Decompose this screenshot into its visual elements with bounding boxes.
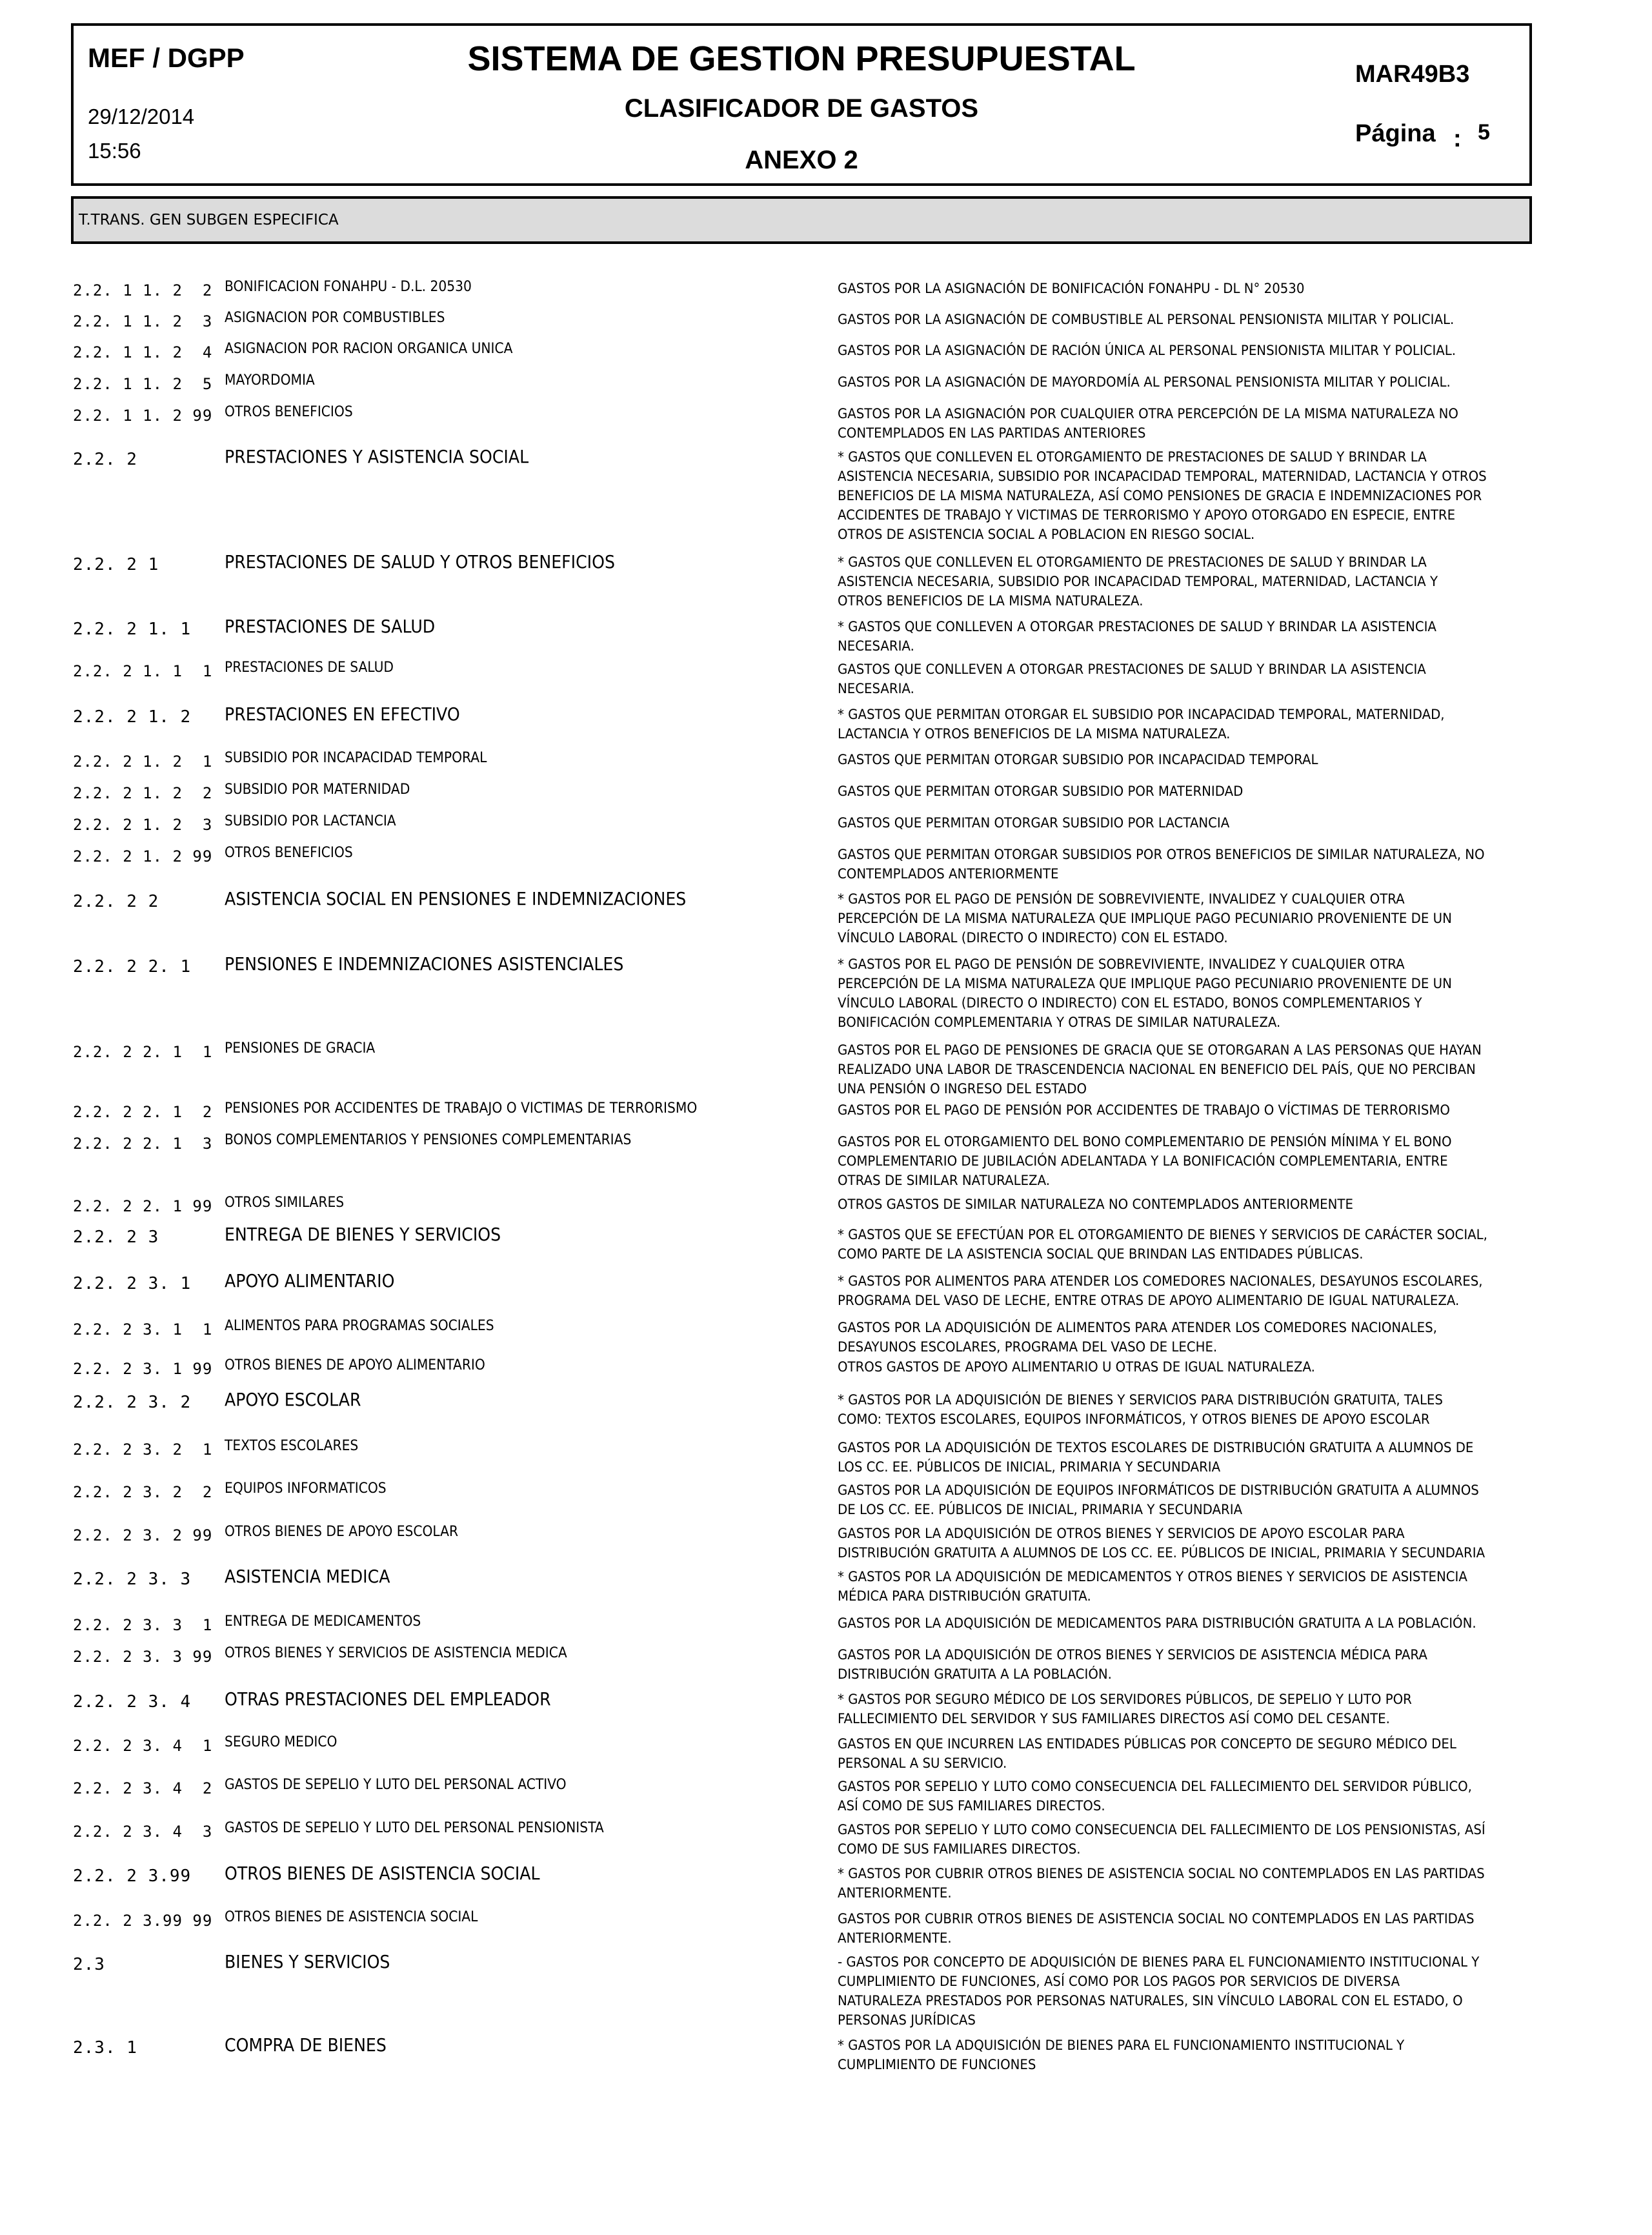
classifier-code: 2.2. 2 3. 3 (73, 1570, 192, 1589)
classifier-description: GASTOS POR CUBRIR OTROS BIENES DE ASISTENCIA SOCIAL NO CONTEMPLADOS EN LAS PARTIDAS ANTERIORMENTE. (838, 1911, 1475, 1946)
classifier-description: GASTOS POR SEPELIO Y LUTO COMO CONSECUENCIA DEL FALLECIMIENTO DEL SERVIDOR PÚBLICO, ASÍ COMO DE SUS FAMILIARES DIRECTOS. (838, 1779, 1472, 1814)
classifier-code: 2.2. 2 3. 4 1 (73, 1737, 213, 1755)
classifier-name: EQUIPOS INFORMATICOS (225, 1481, 387, 1497)
classifier-code: 2.2. 2 2. 1 3 (73, 1135, 213, 1153)
classifier-description: GASTOS POR LA ADQUISICIÓN DE ALIMENTOS PARA ATENDER LOS COMEDORES NACIONALES, DESAYUNOS ESCOLARES, PROGRAMA DEL VASO DE LECHE. (838, 1320, 1437, 1355)
classifier-code: 2.2. 2 (73, 450, 137, 469)
classifier-description: GASTOS POR LA ADQUISICIÓN DE EQUIPOS INFORMÁTICOS DE DISTRIBUCIÓN GRATUITA A ALUMNOS DE LOS CC. EE. PÚBLICOS DE INICIAL, PRIMARIA Y SECUNDARIA (838, 1482, 1479, 1517)
classifier-name: ENTREGA DE BIENES Y SERVICIOS (225, 1224, 501, 1245)
classifier-name: OTROS BIENES Y SERVICIOS DE ASISTENCIA MEDICA (225, 1645, 567, 1661)
classifier-description: GASTOS POR LA ASIGNACIÓN DE MAYORDOMÍA AL PERSONAL PENSIONISTA MILITAR Y POLICIAL. (838, 374, 1451, 390)
classifier-name: OTROS BIENES DE APOYO ALIMENTARIO (225, 1357, 485, 1373)
classifier-name: SEGURO MEDICO (225, 1734, 337, 1750)
classifier-name: PRESTACIONES EN EFECTIVO (225, 703, 460, 725)
classifier-name: PRESTACIONES Y ASISTENCIA SOCIAL (225, 446, 529, 467)
classifier-description: * GASTOS POR LA ADQUISICIÓN DE MEDICAMENTOS Y OTROS BIENES Y SERVICIOS DE ASISTENCIA MÉDICA PARA DISTRIBUCIÓN GRATUITA. (838, 1569, 1467, 1604)
classifier-name: MAYORDOMIA (225, 372, 315, 389)
classifier-code: 2.2. 2 3. 2 (73, 1393, 192, 1412)
classifier-name: ENTREGA DE MEDICAMENTOS (225, 1613, 421, 1630)
report-title: SISTEMA DE GESTION PRESUPUESTAL (467, 39, 1136, 78)
classifier-code: 2.2. 2 3. 1 1 (73, 1320, 213, 1339)
classifier-description: * GASTOS POR LA ADQUISICIÓN DE BIENES PARA EL FUNCIONAMIENTO INSTITUCIONAL Y CUMPLIMIENTO DE FUNCIONES (838, 2038, 1405, 2072)
classifier-code: 2.2. 2 1 (73, 555, 159, 574)
classifier-description: * GASTOS QUE PERMITAN OTORGAR EL SUBSIDIO POR INCAPACIDAD TEMPORAL, MATERNIDAD, LACTANCIA Y OTROS BENEFICIOS DE LA MISMA NATURALEZA. (838, 707, 1445, 742)
classifier-name: GASTOS DE SEPELIO Y LUTO DEL PERSONAL PENSIONISTA (225, 1820, 604, 1836)
classifier-name: TEXTOS ESCOLARES (225, 1438, 359, 1454)
classifier-description: GASTOS POR LA ASIGNACIÓN DE COMBUSTIBLE AL PERSONAL PENSIONISTA MILITAR Y POLICIAL. (838, 312, 1455, 327)
classifier-name: APOYO ESCOLAR (225, 1389, 361, 1410)
report-date: 29/12/2014 (88, 105, 195, 128)
classifier-name: PRESTACIONES DE SALUD (225, 616, 436, 637)
classifier-description: * GASTOS POR EL PAGO DE PENSIÓN DE SOBREVIVIENTE, INVALIDEZ Y CUALQUIER OTRA PERCEPCIÓN DE LA MISMA NATURALEZA QUE IMPLIQUE PAGO PECUNIARIO PROVENIENTE DE UN VÍNCULO LABORAL (DIRECTO O INDIRECTO) CON EL ESTADO, BONOS COMPLEMENTARIOS Y BONIFICACIÓN COMPLEMENTARIA Y OTRAS DE SIMILAR NATURALEZA. (838, 956, 1452, 1030)
classifier-description: GASTOS POR LA ADQUISICIÓN DE OTROS BIENES Y SERVICIOS DE ASISTENCIA MÉDICA PARA DISTRIBUCIÓN GRATUITA A LA POBLACIÓN. (838, 1647, 1427, 1682)
classifier-code: 2.2. 2 3. 1 99 (73, 1360, 213, 1378)
classifier-name: ASIGNACION POR RACION ORGANICA UNICA (225, 341, 513, 357)
classifier-code: 2.3. 1 (73, 2038, 137, 2058)
page-colon: : (1453, 125, 1462, 152)
classifier-description: * GASTOS QUE SE EFECTÚAN POR EL OTORGAMIENTO DE BIENES Y SERVICIOS DE CARÁCTER SOCIAL, COMO PARTE DE LA ASISTENCIA SOCIAL QUE BRINDAN LAS ENTIDADES PÚBLICAS. (838, 1227, 1487, 1262)
classifier-name: ASISTENCIA SOCIAL EN PENSIONES E INDEMNIZACIONES (225, 888, 687, 909)
classifier-code: 2.2. 2 3. 3 99 (73, 1648, 213, 1666)
classifier-code: 2.2. 2 2. 1 1 (73, 1043, 213, 1061)
classifier-description: OTROS GASTOS DE APOYO ALIMENTARIO U OTRAS DE IGUAL NATURALEZA. (838, 1359, 1315, 1375)
classifier-description: GASTOS QUE PERMITAN OTORGAR SUBSIDIO POR INCAPACIDAD TEMPORAL (838, 752, 1318, 767)
classifier-description: GASTOS POR LA ADQUISICIÓN DE OTROS BIENES Y SERVICIOS DE APOYO ESCOLAR PARA DISTRIBUCIÓN GRATUITA A ALUMNOS DE LOS CC. EE. PÚBLICOS DE INICIAL, PRIMARIA Y SECUNDARIA (838, 1526, 1486, 1561)
classifier-code: 2.2. 2 1. 2 99 (73, 847, 213, 865)
classifier-name: OTROS BIENES DE ASISTENCIA SOCIAL (225, 1909, 478, 1925)
classifier-code: 2.2. 2 3. 4 (73, 1692, 192, 1712)
classifier-description: - GASTOS POR CONCEPTO DE ADQUISICIÓN DE BIENES PARA EL FUNCIONAMIENTO INSTITUCIONAL Y CUMPLIMIENTO DE FUNCIONES, ASÍ COMO POR LOS PAGOS POR SERVICIOS DE DIVERSA NATURALEZA PRESTADOS POR PERSONAS NATURALES, SIN VÍNCULO LABORAL CON EL ESTADO, O PERSONAS JURÍDICAS (838, 1954, 1480, 2028)
classifier-code: 2.2. 2 1. 1 (73, 620, 192, 639)
classifier-code: 2.2. 2 3 (73, 1228, 159, 1247)
classifier-description: GASTOS POR LA ASIGNACIÓN DE RACIÓN ÚNICA AL PERSONAL PENSIONISTA MILITAR Y POLICIAL. (838, 343, 1456, 358)
classifier-name: GASTOS DE SEPELIO Y LUTO DEL PERSONAL ACTIVO (225, 1777, 567, 1793)
classifier-description: GASTOS POR EL PAGO DE PENSIÓN POR ACCIDENTES DE TRABAJO O VÍCTIMAS DE TERRORISMO (838, 1102, 1450, 1118)
classifier-description: * GASTOS QUE CONLLEVEN A OTORGAR PRESTACIONES DE SALUD Y BRINDAR LA ASISTENCIA NECESARIA. (838, 619, 1436, 654)
classifier-description: GASTOS QUE CONLLEVEN A OTORGAR PRESTACIONES DE SALUD Y BRINDAR LA ASISTENCIA NECESARIA. (838, 662, 1426, 696)
classifier-name: PRESTACIONES DE SALUD (225, 660, 394, 676)
classifier-description: OTROS GASTOS DE SIMILAR NATURALEZA NO CONTEMPLADOS ANTERIORMENTE (838, 1197, 1353, 1212)
classifier-code: 2.2. 2 3. 1 (73, 1274, 192, 1293)
page-label: Página (1355, 120, 1436, 147)
report-time: 15:56 (88, 139, 141, 163)
classifier-description: GASTOS POR LA ADQUISICIÓN DE MEDICAMENTOS PARA DISTRIBUCIÓN GRATUITA A LA POBLACIÓN. (838, 1615, 1476, 1631)
classifier-name: PENSIONES POR ACCIDENTES DE TRABAJO O VICTIMAS DE TERRORISMO (225, 1100, 698, 1117)
classifier-code: 2.2. 1 1. 2 99 (73, 407, 213, 425)
classifier-name: PENSIONES DE GRACIA (225, 1040, 376, 1057)
classifier-name: OTROS BENEFICIOS (225, 404, 353, 420)
classifier-description: GASTOS POR LA ASIGNACIÓN DE BONIFICACIÓN FONAHPU - DL N° 20530 (838, 281, 1305, 296)
classifier-code: 2.2. 2 3.99 (73, 1866, 192, 1886)
classifier-description: GASTOS POR LA ASIGNACIÓN POR CUALQUIER OTRA PERCEPCIÓN DE LA MISMA NATURALEZA NO CONTEMPLADOS EN LAS PARTIDAS ANTERIORES (838, 406, 1458, 441)
classifier-description: * GASTOS QUE CONLLEVEN EL OTORGAMIENTO DE PRESTACIONES DE SALUD Y BRINDAR LA ASISTENCIA NECESARIA, SUBSIDIO POR INCAPACIDAD TEMPORAL, MATERNIDAD, LACTANCIA Y OTROS BENEFICIOS DE LA MISMA NATURALEZA. (838, 554, 1438, 609)
classifier-description: GASTOS QUE PERMITAN OTORGAR SUBSIDIOS POR OTROS BENEFICIOS DE SIMILAR NATURALEZA, NO CONTEMPLADOS ANTERIORMENTE (838, 847, 1485, 882)
classifier-code: 2.2. 2 1. 2 3 (73, 816, 213, 834)
classifier-code: 2.2. 1 1. 2 2 (73, 281, 213, 299)
classifier-code: 2.2. 2 1. 2 1 (73, 753, 213, 771)
classifier-name: ASISTENCIA MEDICA (225, 1566, 390, 1587)
classifier-code: 2.2. 2 3. 3 1 (73, 1616, 213, 1634)
classifier-description: GASTOS POR EL OTORGAMIENTO DEL BONO COMPLEMENTARIO DE PENSIÓN MÍNIMA Y EL BONO COMPLEMENTARIO DE JUBILACIÓN ADELANTADA Y LA BONIFICACIÓN COMPLEMENTARIA, ENTRE OTRAS DE SIMILAR NATURALEZA. (838, 1134, 1452, 1188)
classifier-description: * GASTOS POR ALIMENTOS PARA ATENDER LOS COMEDORES NACIONALES, DESAYUNOS ESCOLARES, PROGRAMA DEL VASO DE LECHE, ENTRE OTRAS DE APOYO ALIMENTARIO DE IGUAL NATURALEZA. (838, 1273, 1483, 1308)
classifier-description: * GASTOS POR SEGURO MÉDICO DE LOS SERVIDORES PÚBLICOS, DE SEPELIO Y LUTO POR FALLECIMIENTO DEL SERVIDOR Y SUS FAMILIARES DIRECTOS ASÍ COMO DEL CESANTE. (838, 1692, 1412, 1726)
classifier-name: SUBSIDIO POR INCAPACIDAD TEMPORAL (225, 750, 487, 766)
classifier-code: 2.2. 2 3. 4 2 (73, 1779, 213, 1797)
classifier-description: GASTOS POR SEPELIO Y LUTO COMO CONSECUENCIA DEL FALLECIMIENTO DE LOS PENSIONISTAS, ASÍ COMO DE SUS FAMILIARES DIRECTOS. (838, 1822, 1486, 1857)
column-header-label: T.TRANS. GEN SUBGEN ESPECIFICA (79, 212, 339, 228)
report-code: MAR49B3 (1355, 61, 1470, 88)
classifier-code: 2.2. 2 2 (73, 892, 159, 911)
classifier-name: OTROS BENEFICIOS (225, 845, 353, 861)
classifier-code: 2.2. 1 1. 2 3 (73, 312, 213, 330)
classifier-code: 2.2. 1 1. 2 5 (73, 375, 213, 393)
classifier-code: 2.3 (73, 1955, 105, 1974)
classifier-description: GASTOS POR EL PAGO DE PENSIONES DE GRACIA QUE SE OTORGARAN A LAS PERSONAS QUE HAYAN REALIZADO UNA LABOR DE TRASCENDENCIA NACIONAL EN BENEFICIO DEL PAÍS, QUE NO PERCIBAN UNA PENSIÓN O INGRESO DEL ESTADO (838, 1042, 1482, 1097)
classifier-name: OTROS BIENES DE ASISTENCIA SOCIAL (225, 1863, 540, 1884)
classifier-description: GASTOS POR LA ADQUISICIÓN DE TEXTOS ESCOLARES DE DISTRIBUCIÓN GRATUITA A ALUMNOS DE LOS CC. EE. PÚBLICOS DE INICIAL, PRIMARIA Y SECUNDARIA (838, 1440, 1474, 1475)
classifier-description: GASTOS QUE PERMITAN OTORGAR SUBSIDIO POR LACTANCIA (838, 815, 1230, 831)
classifier-code: 2.2. 2 2. 1 99 (73, 1197, 213, 1215)
classifier-code: 2.2. 1 1. 2 4 (73, 343, 213, 361)
classifier-name: OTROS BIENES DE APOYO ESCOLAR (225, 1524, 459, 1540)
report-subtitle: CLASIFICADOR DE GASTOS (624, 94, 979, 123)
classifier-code: 2.2. 2 1. 2 (73, 707, 192, 727)
classifier-name: ASIGNACION POR COMBUSTIBLES (225, 310, 445, 326)
classifier-name: COMPRA DE BIENES (225, 2034, 387, 2056)
classifier-name: SUBSIDIO POR MATERNIDAD (225, 782, 410, 798)
classifier-name: BIENES Y SERVICIOS (225, 1951, 390, 1972)
classifier-description: * GASTOS POR EL PAGO DE PENSIÓN DE SOBREVIVIENTE, INVALIDEZ Y CUALQUIER OTRA PERCEPCIÓN DE LA MISMA NATURALEZA QUE IMPLIQUE PAGO PECUNIARIO PROVENIENTE DE UN VÍNCULO LABORAL (DIRECTO O INDIRECTO) CON EL ESTADO. (838, 891, 1452, 946)
classifier-name: BONIFICACION FONAHPU - D.L. 20530 (225, 279, 472, 295)
classifier-code: 2.2. 2 1. 2 2 (73, 784, 213, 802)
classifier-description: GASTOS EN QUE INCURREN LAS ENTIDADES PÚBLICAS POR CONCEPTO DE SEGURO MÉDICO DEL PERSONAL A SU SERVICIO. (838, 1736, 1456, 1771)
classifier-code: 2.2. 2 2. 1 2 (73, 1103, 213, 1121)
classifier-code: 2.2. 2 1. 1 1 (73, 662, 213, 680)
report-annex: ANEXO 2 (745, 146, 858, 174)
classifier-description: GASTOS QUE PERMITAN OTORGAR SUBSIDIO POR MATERNIDAD (838, 784, 1244, 799)
classifier-name: ALIMENTOS PARA PROGRAMAS SOCIALES (225, 1318, 494, 1334)
classifier-code: 2.2. 2 3. 4 3 (73, 1823, 213, 1841)
classifier-description: * GASTOS QUE CONLLEVEN EL OTORGAMIENTO DE PRESTACIONES DE SALUD Y BRINDAR LA ASISTENCIA NECESARIA, SUBSIDIO POR INCAPACIDAD TEMPORAL, MATERNIDAD, LACTANCIA Y OTROS BENEFICIOS DE LA MISMA NATURALEZA, ASÍ COMO PENSIONES DE GRACIA E INDEMNIZACIONES POR ACCIDENTES DE TRABAJO Y VICTIMAS DE TERRORISMO Y APOYO OTORGADO EN ESPECIE, ENTRE OTROS DE ASISTENCIA SOCIAL A POBLACION EN RIESGO SOCIAL. (838, 449, 1487, 542)
classifier-code: 2.2. 2 2. 1 (73, 957, 192, 976)
classifier-name: APOYO ALIMENTARIO (225, 1270, 395, 1291)
classifier-code: 2.2. 2 3. 2 2 (73, 1483, 213, 1501)
classifier-name: PENSIONES E INDEMNIZACIONES ASISTENCIALES (225, 953, 624, 975)
classifier-name: PRESTACIONES DE SALUD Y OTROS BENEFICIOS (225, 551, 615, 572)
classifier-description: * GASTOS POR LA ADQUISICIÓN DE BIENES Y SERVICIOS PARA DISTRIBUCIÓN GRATUITA, TALES COMO: TEXTOS ESCOLARES, EQUIPOS INFORMÁTICOS, Y OTROS BIENES DE APOYO ESCOLAR (838, 1392, 1443, 1427)
classifier-description: * GASTOS POR CUBRIR OTROS BIENES DE ASISTENCIA SOCIAL NO CONTEMPLADOS EN LAS PARTIDAS ANTERIORMENTE. (838, 1866, 1485, 1901)
org-name: MEF / DGPP (88, 43, 245, 73)
classifier-code: 2.2. 2 3. 2 1 (73, 1441, 213, 1459)
classifier-name: OTROS SIMILARES (225, 1195, 345, 1211)
classifier-name: OTRAS PRESTACIONES DEL EMPLEADOR (225, 1688, 551, 1710)
page-number: 5 (1478, 120, 1490, 145)
classifier-code: 2.2. 2 3. 2 99 (73, 1526, 213, 1544)
classifier-name: SUBSIDIO POR LACTANCIA (225, 813, 396, 829)
classifier-code: 2.2. 2 3.99 99 (73, 1912, 213, 1930)
classifier-name: BONOS COMPLEMENTARIOS Y PENSIONES COMPLEMENTARIAS (225, 1132, 632, 1148)
